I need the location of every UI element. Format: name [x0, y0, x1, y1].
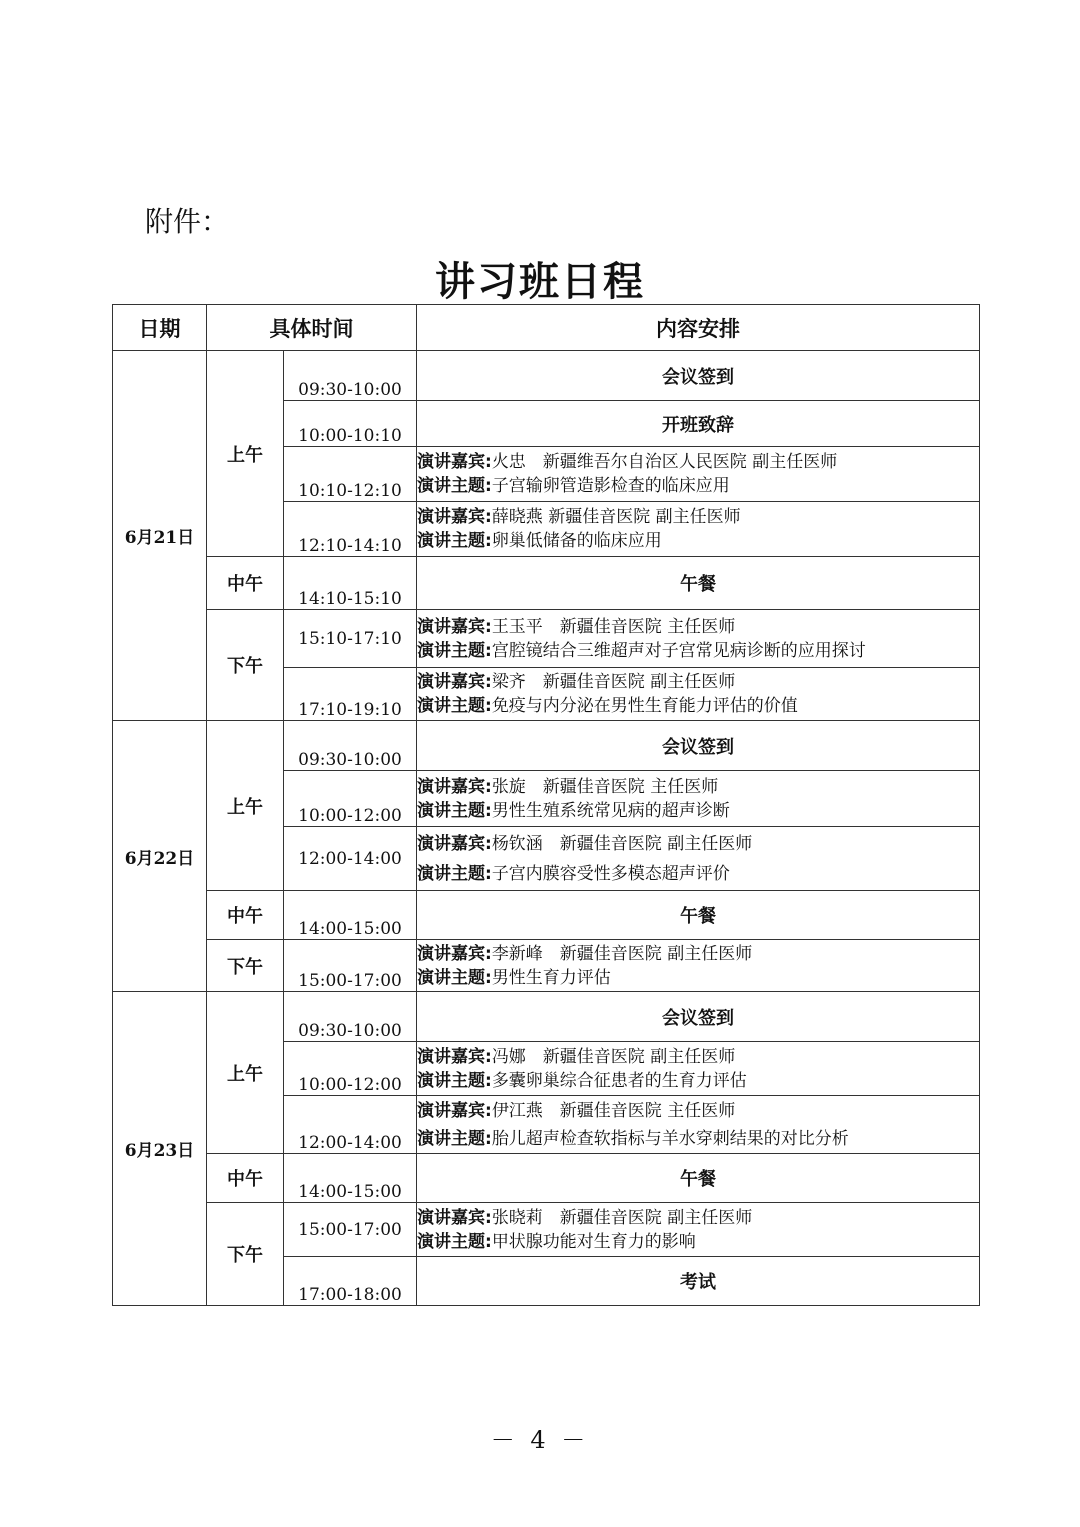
time-cell: 15:10-17:10: [284, 610, 417, 668]
speaker-value: 李新峰 新疆佳音医院 副主任医师: [491, 943, 753, 964]
attachment-label: 附件：: [145, 205, 230, 238]
topic-label: 演讲主题:: [417, 1070, 492, 1091]
table-row: [113, 1203, 980, 1257]
topic-value: 子宫输卵管造影检查的临床应用: [491, 476, 730, 496]
session-detail: [417, 447, 980, 502]
table-row: [113, 557, 980, 610]
time-cell: 12:10-14:10: [284, 502, 417, 557]
session-title: 会议签到: [417, 721, 980, 771]
topic-value: 免疫与内分泌在男性生育能力评估的价值: [491, 696, 798, 716]
speaker-value: 冯娜 新疆佳音医院 副主任医师: [491, 1046, 736, 1067]
speaker-value: 梁齐 新疆佳音医院 副主任医师: [491, 672, 736, 692]
time-cell: 14:00-15:00: [284, 891, 417, 940]
session-detail: [417, 940, 980, 992]
period-cell: 中午: [207, 557, 284, 610]
time-cell: 09:30-10:00: [284, 351, 417, 401]
period-cell: 上午: [207, 992, 284, 1154]
topic-value: 卵巢低储备的临床应用: [491, 531, 662, 551]
page-title: 讲习班日程: [435, 259, 645, 305]
speaker-value: 张晓莉 新疆佳音医院 副主任医师: [491, 1207, 753, 1228]
speaker-label: 演讲嘉宾:: [417, 452, 492, 472]
period-cell: 中午: [207, 1154, 284, 1203]
table-header-row: [113, 305, 980, 351]
speaker-label: 演讲嘉宾:: [417, 943, 492, 964]
speaker-value: 伊江燕 新疆佳音医院 主任医师: [491, 1100, 736, 1121]
speaker-value: 张旋 新疆佳音医院 主任医师: [491, 776, 719, 797]
time-cell: 09:30-10:00: [284, 992, 417, 1042]
period-cell: 上午: [207, 351, 284, 557]
topic-label: 演讲主题:: [417, 800, 492, 821]
session-title: 开班致辞: [417, 401, 980, 447]
session-detail: [417, 1042, 980, 1096]
period-cell: 下午: [207, 940, 284, 992]
period-cell: 下午: [207, 1203, 284, 1306]
speaker-label: 演讲嘉宾:: [417, 1207, 492, 1228]
table-row: [113, 940, 980, 992]
period-cell: 中午: [207, 891, 284, 940]
session-title: 考试: [417, 1257, 980, 1306]
page-number: － 4 －: [490, 1426, 590, 1454]
time-cell: 10:00-10:10: [284, 401, 417, 447]
speaker-label: 演讲嘉宾:: [417, 833, 492, 854]
topic-value: 宫腔镜结合三维超声对子宫常见病诊断的应用探讨: [491, 640, 866, 661]
time-cell: 17:10-19:10: [284, 668, 417, 721]
time-cell: 10:00-12:00: [284, 771, 417, 827]
speaker-label: 演讲嘉宾:: [417, 1046, 492, 1067]
table-row: [113, 891, 980, 940]
topic-label: 演讲主题:: [417, 696, 492, 716]
session-detail: [417, 610, 980, 668]
topic-value: 多囊卵巢综合征患者的生育力评估: [491, 1070, 747, 1091]
table-row: [113, 992, 980, 1042]
time-cell: 10:10-12:10: [284, 447, 417, 502]
table-row: [113, 1154, 980, 1203]
topic-label: 演讲主题:: [417, 1128, 492, 1149]
session-detail: [417, 1096, 980, 1154]
schedule-table: [112, 304, 980, 1306]
speaker-value: 王玉平 新疆佳音医院 主任医师: [491, 616, 736, 637]
speaker-label: 演讲嘉宾:: [417, 616, 492, 637]
topic-value: 甲状腺功能对生育力的影响: [491, 1231, 696, 1252]
session-detail: [417, 1203, 980, 1257]
topic-value: 子宫内膜容受性多模态超声评价: [491, 863, 730, 884]
session-detail: [417, 502, 980, 557]
session-detail: [417, 668, 980, 721]
date-cell: 6月22日: [113, 721, 207, 992]
session-detail: [417, 827, 980, 891]
speaker-label: 演讲嘉宾:: [417, 672, 492, 692]
table-row: [113, 351, 980, 401]
topic-label: 演讲主题:: [417, 1231, 492, 1252]
header-date: 日期: [113, 305, 207, 351]
header-content: 内容安排: [417, 305, 980, 351]
speaker-value: 薛晓燕 新疆佳音医院 副主任医师: [491, 507, 741, 527]
topic-value: 男性生育力评估: [491, 967, 611, 988]
date-cell: 6月21日: [113, 351, 207, 721]
topic-label: 演讲主题:: [417, 640, 492, 661]
session-title: 会议签到: [417, 351, 980, 401]
session-title: 午餐: [417, 1154, 980, 1203]
time-cell: 12:00-14:00: [284, 1096, 417, 1154]
topic-label: 演讲主题:: [417, 863, 492, 884]
topic-value: 男性生殖系统常见病的超声诊断: [491, 800, 730, 821]
speaker-label: 演讲嘉宾:: [417, 507, 492, 527]
speaker-value: 杨钦涵 新疆佳音医院 副主任医师: [491, 833, 753, 854]
speaker-value: 火忠 新疆维吾尔自治区人民医院 副主任医师: [491, 452, 838, 472]
time-cell: 17:00-18:00: [284, 1257, 417, 1306]
topic-label: 演讲主题:: [417, 531, 492, 551]
speaker-label: 演讲嘉宾:: [417, 1100, 492, 1121]
date-cell: 6月23日: [113, 992, 207, 1306]
session-detail: [417, 771, 980, 827]
period-cell: 上午: [207, 721, 284, 891]
time-cell: 09:30-10:00: [284, 721, 417, 771]
topic-label: 演讲主题:: [417, 476, 492, 496]
session-title: 午餐: [417, 891, 980, 940]
topic-label: 演讲主题:: [417, 967, 492, 988]
time-cell: 10:00-12:00: [284, 1042, 417, 1096]
session-title: 午餐: [417, 557, 980, 610]
topic-value: 胎儿超声检查软指标与羊水穿刺结果的对比分析: [491, 1128, 849, 1149]
header-time: 具体时间: [207, 305, 417, 351]
speaker-label: 演讲嘉宾:: [417, 776, 492, 797]
time-cell: 15:00-17:00: [284, 1203, 417, 1257]
table-row: [113, 610, 980, 668]
table-row: [113, 721, 980, 771]
period-cell: 下午: [207, 610, 284, 721]
time-cell: 15:00-17:00: [284, 940, 417, 992]
time-cell: 12:00-14:00: [284, 827, 417, 891]
time-cell: 14:10-15:10: [284, 557, 417, 610]
session-title: 会议签到: [417, 992, 980, 1042]
time-cell: 14:00-15:00: [284, 1154, 417, 1203]
